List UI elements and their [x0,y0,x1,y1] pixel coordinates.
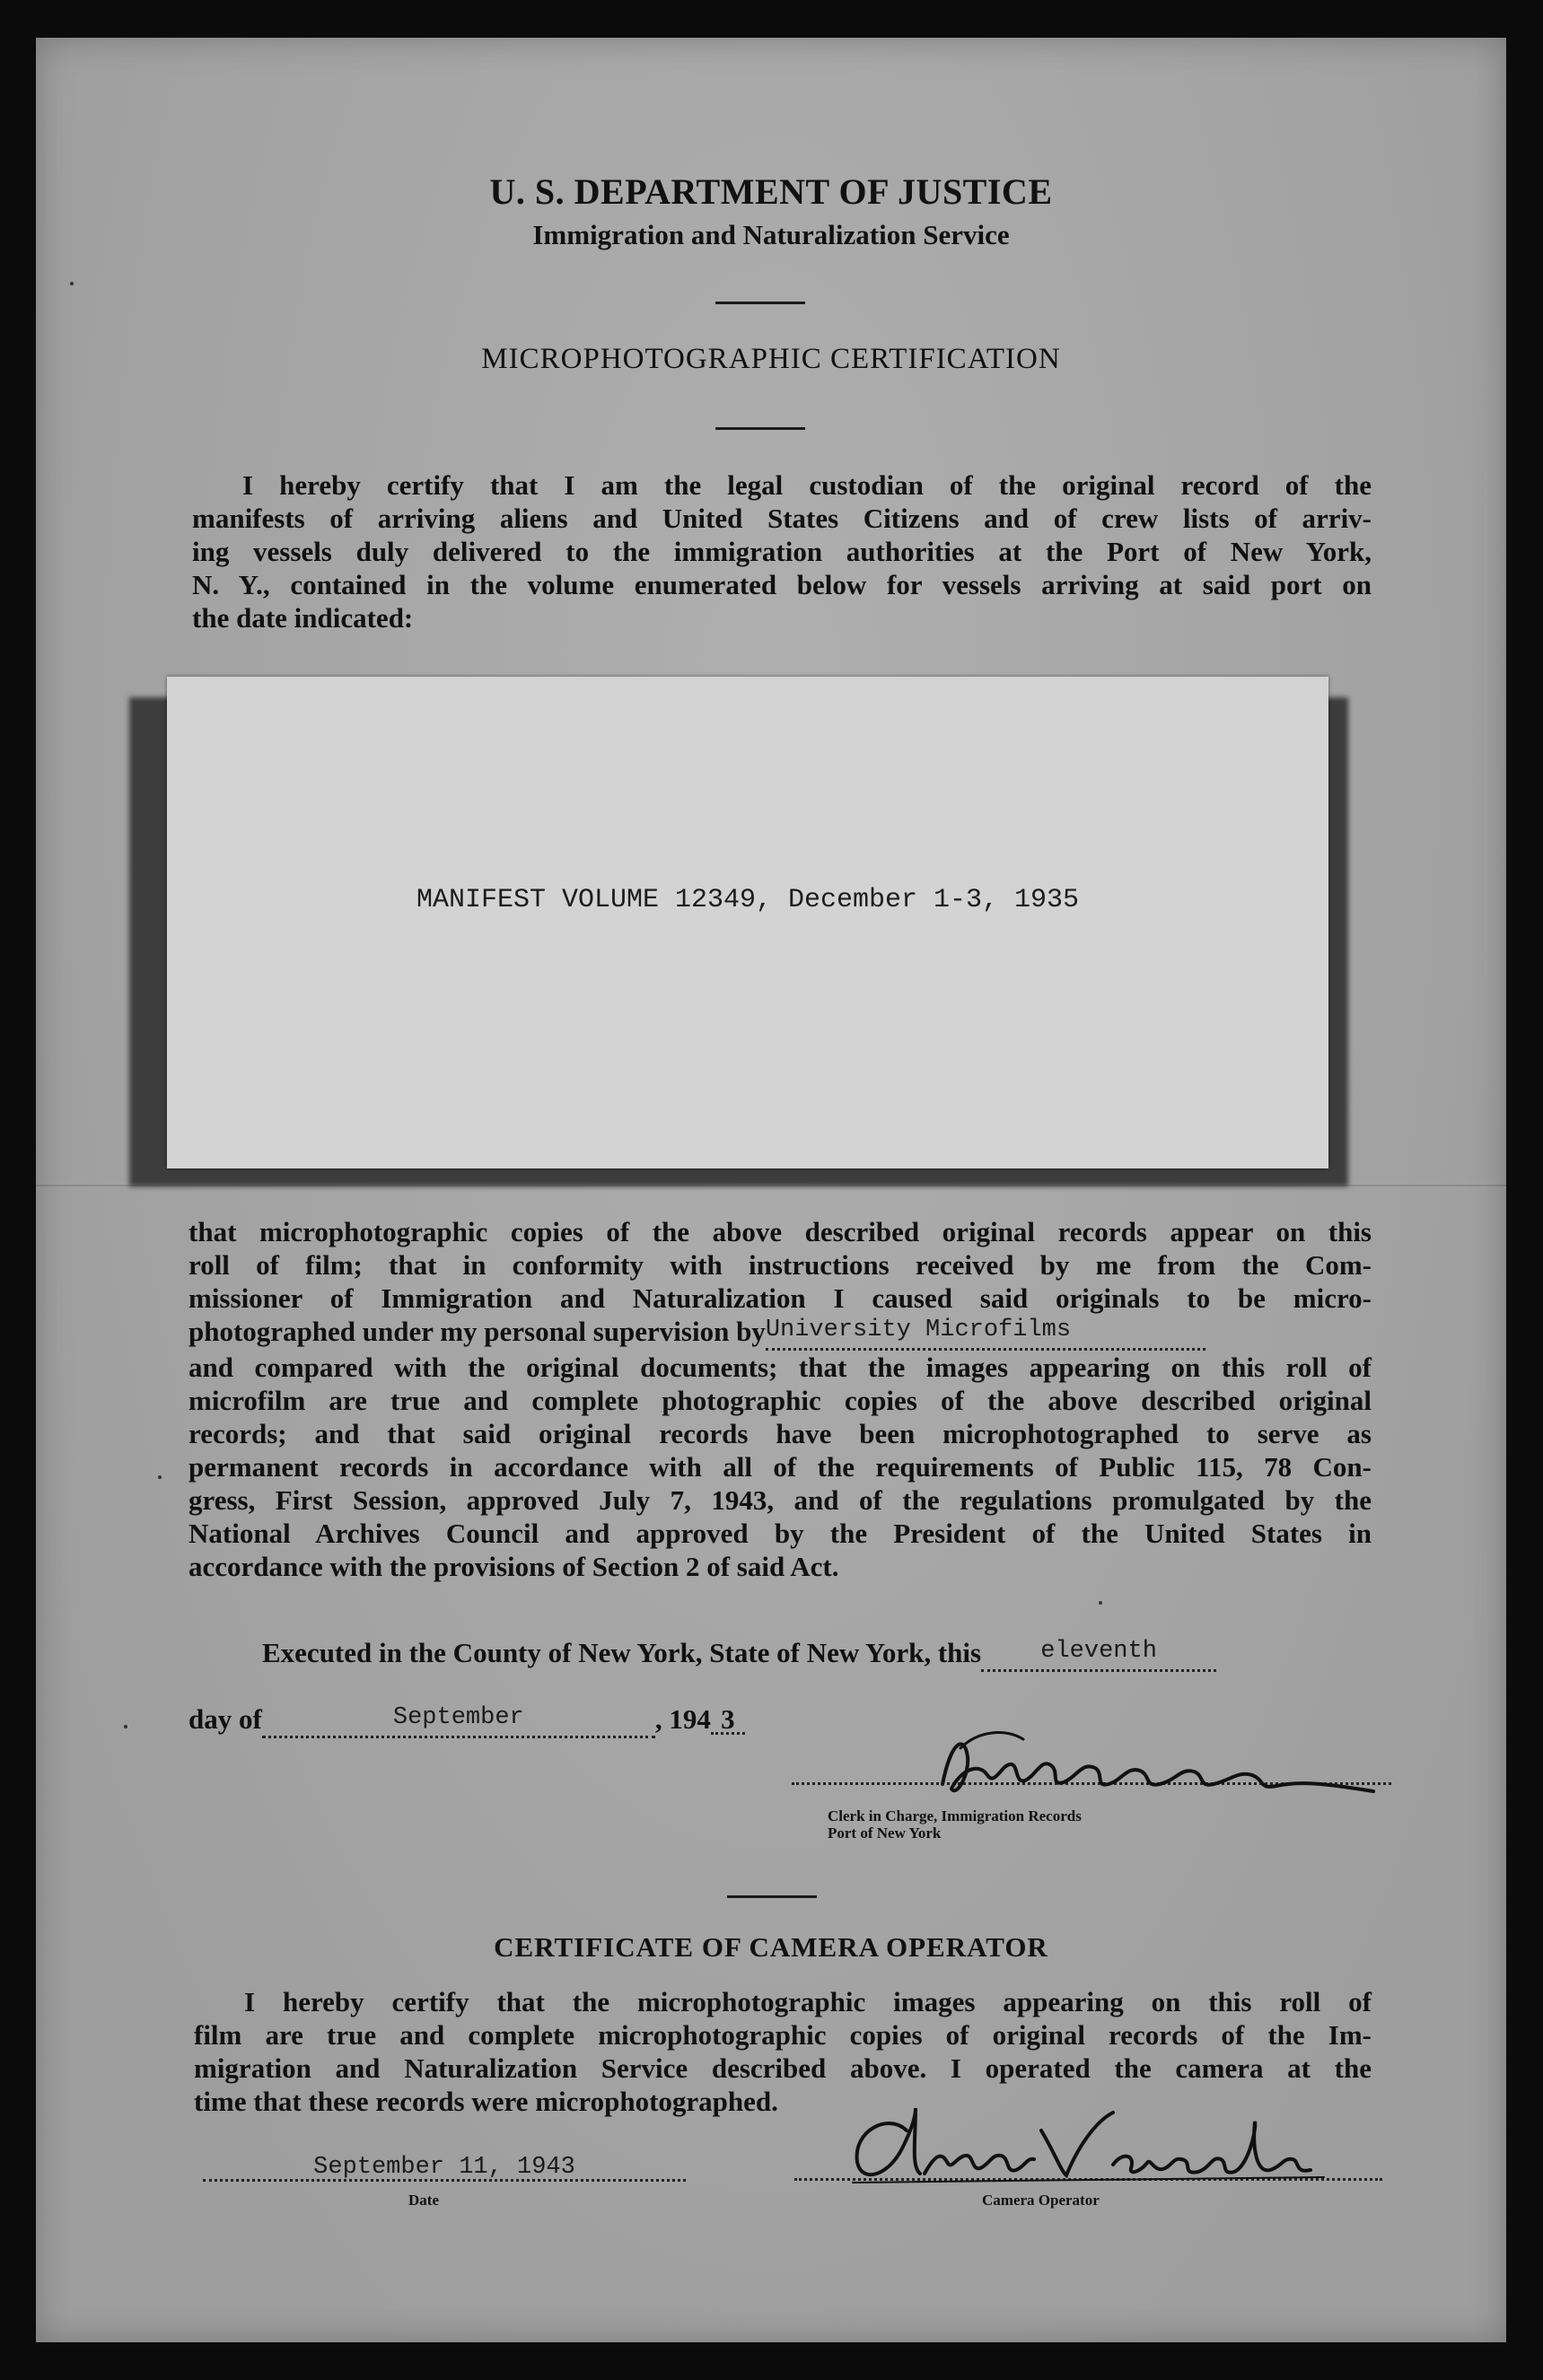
month-field [262,1704,655,1738]
volume-slip [167,677,1328,1168]
certificate-sheet [36,38,1506,2342]
microfilmer-field [766,1319,1205,1351]
month-value: September [392,1704,524,1731]
divider-mid [715,427,805,430]
operator-signature [826,2095,1328,2193]
clerk-signature [925,1721,1391,1811]
body-line: permanent records in accordance with all of the requirements of Public 115, 78 Con- [188,1451,1372,1483]
dust-speck [70,282,74,285]
clerk-title-line2: Port of New York [828,1824,942,1842]
body-line: that microphotographic copies of the above described original records appear on this [188,1216,1372,1247]
camera-certificate-title: CERTIFICATE OF CAMERA OPERATOR [494,1931,1048,1963]
service-subheading: Immigration and Naturalization Service [532,219,1010,250]
intro-line: the date indicated: [192,602,414,634]
camera-line: time that these records were microphotographed. [194,2086,778,2117]
body-line-supervision [188,1315,1372,1351]
execution-line [262,1637,1216,1672]
year-digit: 3 [721,1703,735,1735]
intro-line: N. Y., contained in the volume enumerated below for vessels arriving at said port on [192,569,1372,600]
day-field [981,1638,1216,1672]
camera-line: film are true and complete microphotographic copies of original records of the Im- [194,2019,1372,2051]
body-line: roll of film; that in conformity with instructions received by me from the Com- [188,1249,1372,1281]
body-line: missioner of Immigration and Naturalization I caused said originals to be micro- [188,1282,1372,1314]
execution-text: Executed in the County of New York, State of New York, this [262,1637,982,1668]
intro-line: manifests of arriving aliens and United States Citizens and of crew lists of arriv- [192,503,1372,534]
body-line: gress, First Session, approved July 7, 1943, and of the regulations promulgated by the [188,1484,1372,1516]
camera-line: I hereby certify that the microphotographic images appearing on this roll of [244,1986,1372,2017]
camera-date-dots [203,2148,686,2182]
department-heading: U. S. DEPARTMENT OF JUSTICE [489,171,1053,212]
day-value: eleventh [1040,1638,1157,1665]
intro-line: I hereby certify that I am the legal custodian of the original record of the [242,469,1372,501]
page-crease [36,1185,1506,1186]
body-line: National Archives Council and approved by the President of the United States in [188,1518,1372,1549]
divider-camera [727,1895,817,1898]
microfilmer-value: University Microfilms [765,1317,1072,1343]
intro-paragraph [192,468,1372,634]
body-line: records; and that said original records have been microphotographed to serve as [188,1418,1372,1449]
divider-top [715,302,805,304]
body-line: and compared with the original documents; that the images appearing on this roll of [188,1352,1372,1383]
year-field [711,1703,745,1735]
camera-operator-label: Camera Operator [982,2192,1100,2209]
intro-line: ing vessels duly delivered to the immigration authorities at the Port of New York, [192,536,1372,567]
camera-date-label: Date [408,2192,439,2209]
certification-title: MICROPHOTOGRAPHIC CERTIFICATION [481,343,1061,375]
camera-line: migration and Naturalization Service described above. I operated the camera at the [194,2052,1372,2084]
body-paragraph [188,1215,1372,1583]
day-of-text: day of [188,1703,262,1735]
dust-speck [124,1725,127,1728]
volume-slip-text: MANIFEST VOLUME 12349, December 1-3, 1935 [416,885,1080,915]
clerk-title [828,1807,1082,1842]
year-prefix: , 194 [654,1703,711,1735]
dust-speck [1099,1601,1102,1605]
camera-date-field [203,2148,686,2182]
body-line: microfilm are true and complete photographic copies of the above described original [188,1385,1372,1416]
supervision-text: photographed under my personal supervision by [188,1316,766,1347]
execution-date-line [188,1703,745,1738]
camera-date-value: September 11, 1943 [313,2154,575,2181]
body-line: accordance with the provisions of Section 2 of said Act. [188,1551,839,1582]
dust-speck [158,1475,162,1479]
clerk-title-line1: Clerk in Charge, Immigration Records [828,1807,1082,1824]
